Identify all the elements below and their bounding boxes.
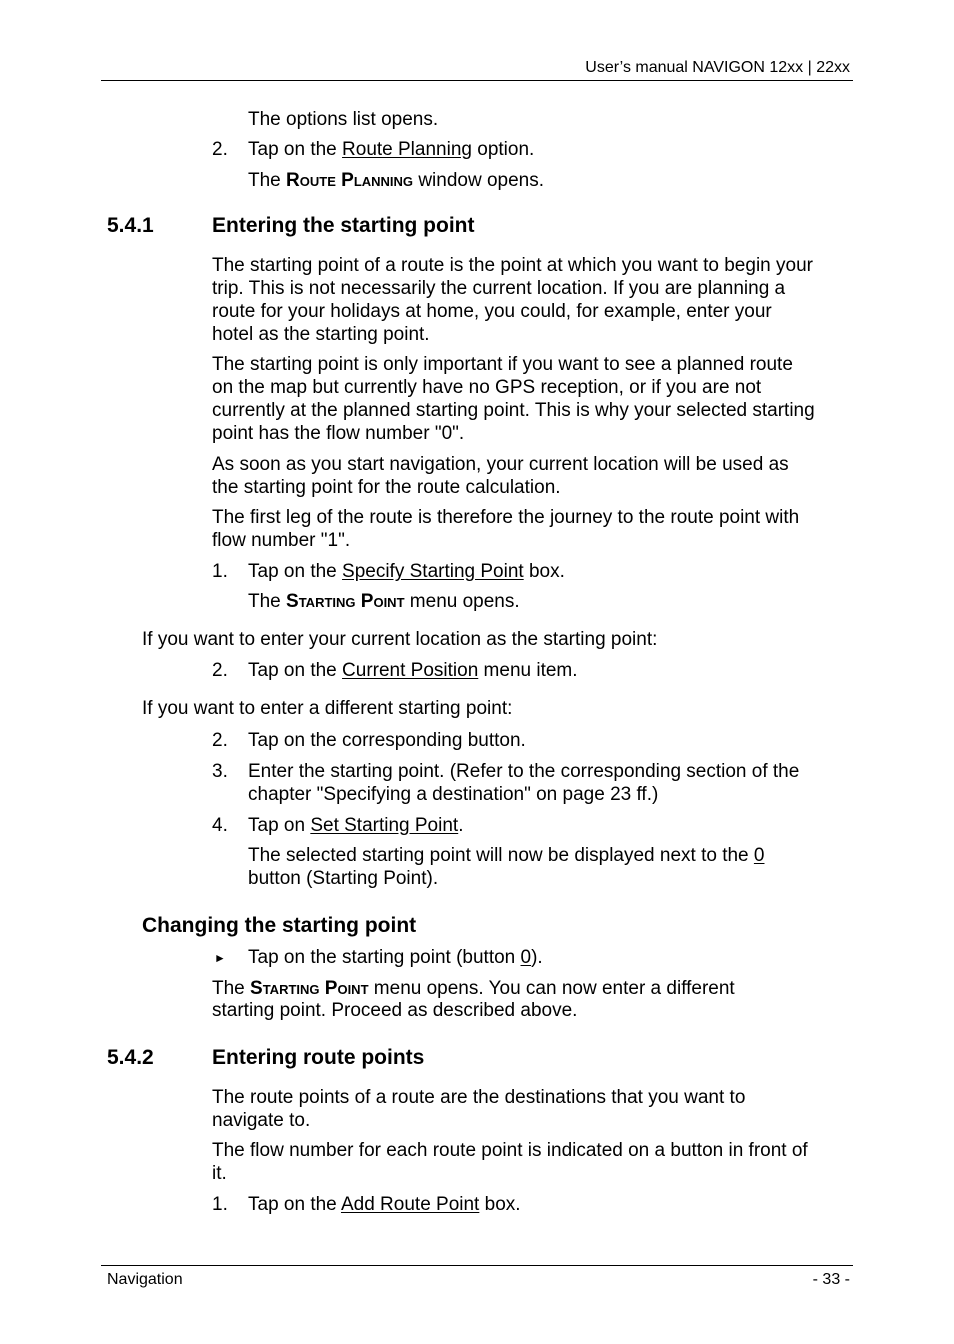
step-number: 2. <box>212 660 228 681</box>
step-number: 2. <box>212 139 228 160</box>
route-planning-link[interactable]: Route Planning <box>342 139 472 160</box>
step-text: chapter "Specifying a destination" on page 23 ff.) <box>248 784 659 805</box>
step-text: . <box>458 815 464 836</box>
condition-text: If you want to enter a different starting point: <box>142 698 513 719</box>
result-text <box>248 844 764 867</box>
step-text: Tap on the <box>248 139 343 160</box>
result-text: starting point. Proceed as described above. <box>212 1000 578 1021</box>
page-number: - 33 - <box>812 1271 850 1288</box>
add-route-point-step <box>248 1193 521 1216</box>
paragraph-line: The starting point of a route is the point at which you want to begin your <box>212 255 813 276</box>
paragraph-line: hotel as the starting point. <box>212 324 430 345</box>
running-header: User’s manual NAVIGON 12xx | 22xx <box>585 59 850 76</box>
step-text: Tap on the starting point (button <box>248 947 521 968</box>
paragraph-line: navigate to. <box>212 1110 311 1131</box>
step-number: 4. <box>212 815 228 836</box>
zero-button-link[interactable]: 0 <box>753 845 765 866</box>
result-text-part: The <box>212 978 251 999</box>
tap-starting-point-step <box>248 946 543 969</box>
result-text-part: menu opens. You can now enter a different <box>368 978 735 999</box>
footer-section: Navigation <box>107 1271 183 1288</box>
paragraph-line: The flow number for each route point is indicated on a button in front of <box>212 1140 808 1161</box>
header-rule <box>101 80 853 81</box>
starting-point-menu-opens <box>248 590 520 613</box>
step-text: Tap on <box>248 815 311 836</box>
zero-button-link[interactable]: 0 <box>520 947 532 968</box>
paragraph-line: it. <box>212 1163 227 1184</box>
paragraph-line: point has the flow number "0". <box>212 423 465 444</box>
result-text <box>212 977 735 1000</box>
add-route-point-link[interactable]: Add Route Point <box>340 1194 480 1215</box>
subsection-title: Changing the starting point <box>142 914 417 937</box>
menu-name: Starting Point <box>286 591 405 612</box>
paragraph-line: currently at the planned starting point. This is why your selected starting <box>212 400 815 421</box>
condition-text: If you want to enter your current location as the starting point: <box>142 629 658 650</box>
options-opens-text: The options list opens. <box>248 109 439 130</box>
result-text: The <box>248 170 287 191</box>
current-position-link[interactable]: Current Position <box>342 660 479 681</box>
set-starting-point-link[interactable]: Set Starting Point <box>310 815 459 836</box>
step-number: 1. <box>212 561 228 582</box>
step-number: 3. <box>212 761 228 782</box>
result-text: window opens. <box>413 170 545 191</box>
result-text: menu opens. <box>404 591 520 612</box>
result-text-part: The selected starting point will now be displayed next to the <box>248 845 754 866</box>
step-text: option. <box>471 139 535 160</box>
paragraph-line: The route points of a route are the destinations that you want to <box>212 1087 746 1108</box>
section-title: Entering the starting point <box>212 214 475 237</box>
specify-start-step <box>248 560 565 583</box>
paragraph-line: The starting point is only important if you want to see a planned route <box>212 354 793 375</box>
step-text: menu item. <box>478 660 578 681</box>
route-planning-step <box>248 138 534 161</box>
bullet-arrow-icon: ► <box>214 951 226 965</box>
step-text: Tap on the <box>248 660 343 681</box>
step-text: Enter the starting point. (Refer to the corresponding section of the <box>248 761 800 782</box>
paragraph-line: flow number "1". <box>212 530 351 551</box>
set-starting-point-step <box>248 814 463 837</box>
paragraph-line: As soon as you start navigation, your current location will be used as <box>212 454 789 475</box>
window-name: Route Planning <box>286 170 414 191</box>
menu-name: Starting Point <box>250 978 369 999</box>
current-position-step <box>248 659 578 682</box>
paragraph-line: trip. This is not necessarily the current location. If you are planning a <box>212 278 786 299</box>
step-text: ). <box>531 947 543 968</box>
step-text: box. <box>479 1194 521 1215</box>
section-title: Entering route points <box>212 1046 425 1069</box>
result-text: button (Starting Point). <box>248 868 439 889</box>
footer-rule <box>101 1265 853 1266</box>
step-number: 2. <box>212 730 228 751</box>
step-text: Tap on the corresponding button. <box>248 730 526 751</box>
step-text: box. <box>523 561 565 582</box>
step-text: Tap on the <box>248 1194 341 1215</box>
step-text: Tap on the <box>248 561 343 582</box>
paragraph-line: The first leg of the route is therefore the journey to the route point with <box>212 507 800 528</box>
section-number: 5.4.2 <box>107 1046 154 1069</box>
paragraph-line: on the map but currently have no GPS reception, or if you are not <box>212 377 762 398</box>
result-text: The <box>248 591 287 612</box>
paragraph-line: the starting point for the route calculation. <box>212 477 561 498</box>
paragraph-line: route for your holidays at home, you could, for example, enter your <box>212 301 772 322</box>
specify-starting-point-link[interactable]: Specify Starting Point <box>342 561 524 582</box>
section-number: 5.4.1 <box>107 214 154 237</box>
step-number: 1. <box>212 1194 228 1215</box>
route-planning-window-opens <box>248 169 544 192</box>
